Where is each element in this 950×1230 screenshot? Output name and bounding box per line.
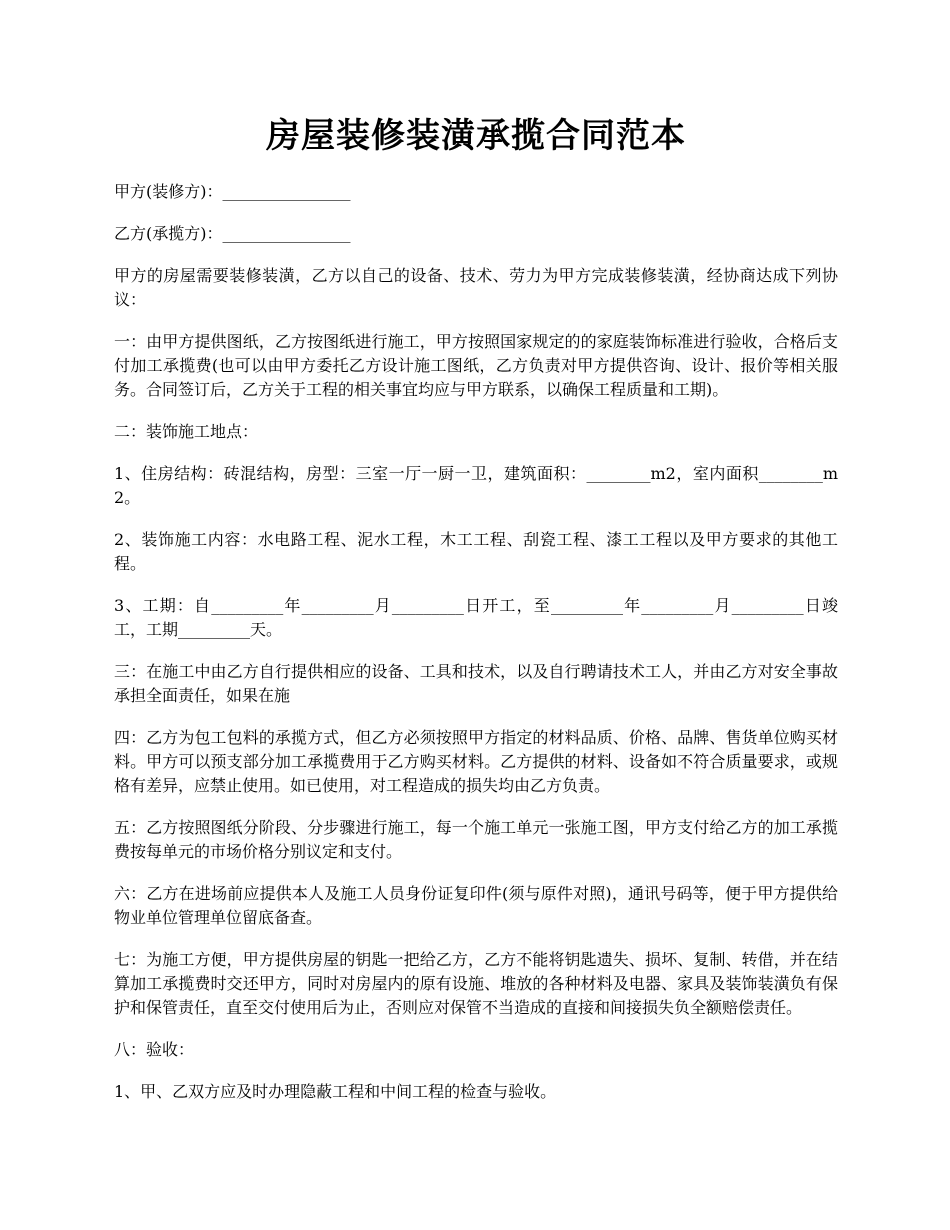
- clause-8-item-1: 1、甲、乙双方应及时办理隐蔽工程和中间工程的检查与验收。: [114, 1082, 557, 1101]
- clause-1: 一：由甲方提供图纸，乙方按图纸进行施工，甲方按照国家规定的的家庭装饰标准进行验收，合格后支付加工承揽费(也可以由甲方委托乙方设计施工图纸，乙方负责对甲方提供咨询、设计、报价等相关服务。合同签订后，乙方关于工程的相关事宜均应与甲方联系，以确保工程质量和工期)。: [114, 332, 838, 399]
- party-b-line: 乙方(承揽方)：________________: [114, 224, 351, 243]
- clause-8-heading: 八：验收：: [114, 1040, 195, 1059]
- clause-5: 五：乙方按照图纸分阶段、分步骤进行施工，每一个施工单元一张施工图，甲方支付给乙方的加工承揽费按每单元的市场价格分别议定和支付。: [114, 818, 838, 861]
- clause-2-item-2: 2、装饰施工内容：水电路工程、泥水工程，木工工程、刮瓷工程、漆工工程以及甲方要求的其他工程。: [114, 530, 838, 573]
- party-a-line: 甲方(装修方)：________________: [114, 182, 351, 201]
- clause-7: 七：为施工方便，甲方提供房屋的钥匙一把给乙方，乙方不能将钥匙遗失、损坏、复制、转借，并在结算加工承揽费时交还甲方，同时对房屋内的原有设施、堆放的各种材料及电器、家具及装饰装潢负有保护和保管责任，直至交付使用后为止，否则应对保管不当造成的直接和间接损失负全额赔偿责任。: [114, 950, 838, 1017]
- clause-2-item-3: 3、工期：自_________年_________月_________日开工，至_________年_________月_________日竣工，工期_________天。: [114, 596, 838, 639]
- intro-paragraph: 甲方的房屋需要装修装潢，乙方以自己的设备、技术、劳力为甲方完成装修装潢，经协商达成下列协议：: [114, 266, 838, 309]
- clause-3: 三：在施工中由乙方自行提供相应的设备、工具和技术，以及自行聘请技术工人，并由乙方对安全事故承担全面责任，如果在施: [114, 662, 838, 705]
- clause-2-heading: 二：装饰施工地点：: [114, 422, 259, 441]
- clause-2-item-1: 1、住房结构：砖混结构，房型：三室一厅一厨一卫，建筑面积：________m2，室内面积________m2。: [114, 464, 838, 507]
- clause-6: 六：乙方在进场前应提供本人及施工人员身份证复印件(须与原件对照)，通讯号码等，便于甲方提供给物业单位管理单位留底备查。: [114, 884, 838, 927]
- document-title: 房屋装修装潢承揽合同范本: [266, 116, 686, 156]
- clause-4: 四：乙方为包工包料的承揽方式，但乙方必须按照甲方指定的材料品质、价格、品牌、售货单位购买材料。甲方可以预支部分加工承揽费用于乙方购买材料。乙方提供的材料、设备如不符合质量要求，或规格有差异，应禁止使用。如已使用，对工程造成的损失均由乙方负责。: [114, 728, 838, 795]
